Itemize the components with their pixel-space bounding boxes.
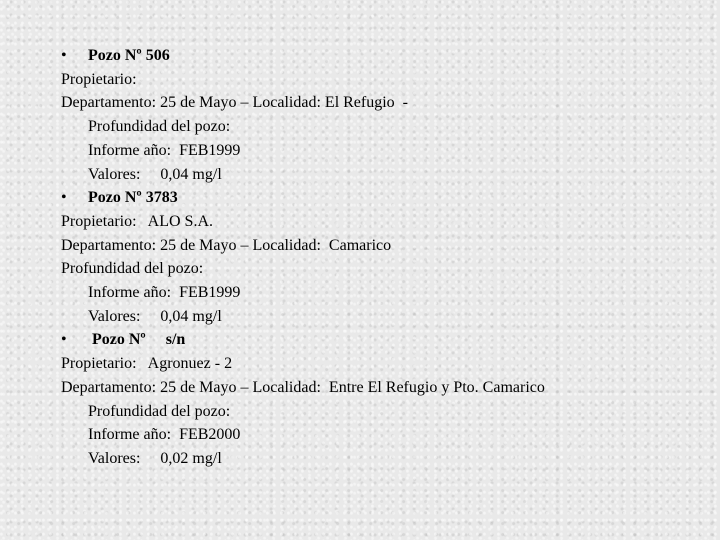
bullet-icon: • xyxy=(61,331,67,349)
well-2-report: Informe año: FEB1999 xyxy=(88,284,241,302)
well-2-location: Departamento: 25 de Mayo – Localidad: Camarico xyxy=(61,236,392,254)
well-1-depth: Profundidad del pozo: xyxy=(88,118,231,136)
well-3-values: Valores: 0,02 mg/l xyxy=(88,449,222,467)
well-2-title: Pozo Nº 3783 xyxy=(88,189,178,207)
well-3-title-line xyxy=(61,328,720,352)
well-1-title: Pozo Nº 506 xyxy=(88,47,170,64)
bullet-icon: • xyxy=(61,47,67,64)
well-1-values: Valores: 0,04 mg/l xyxy=(88,165,222,183)
well-3-depth: Profundidad del pozo: xyxy=(88,402,231,420)
well-3-owner: Propietario: Agronuez - 2 xyxy=(61,355,233,373)
well-1-title-line xyxy=(61,44,720,68)
well-1-report: Informe año: FEB1999 xyxy=(88,141,241,159)
well-3-title: Pozo Nº s/n xyxy=(88,331,186,349)
well-3-location: Departamento: 25 de Mayo – Localidad: Entre El Refugio y Pto. Camarico xyxy=(61,378,545,396)
well-2-title-line xyxy=(61,186,720,210)
well-2-owner: Propietario: ALO S.A. xyxy=(61,212,213,230)
well-3-report: Informe año: FEB2000 xyxy=(88,426,241,444)
bullet-icon: • xyxy=(61,189,67,207)
well-1-location: Departamento: 25 de Mayo – Localidad: El Refugio - xyxy=(61,94,409,112)
well-2-values: Valores: 0,04 mg/l xyxy=(88,307,222,325)
well-1-owner: Propietario: xyxy=(61,70,137,88)
well-2-depth: Profundidad del pozo: xyxy=(61,260,204,278)
